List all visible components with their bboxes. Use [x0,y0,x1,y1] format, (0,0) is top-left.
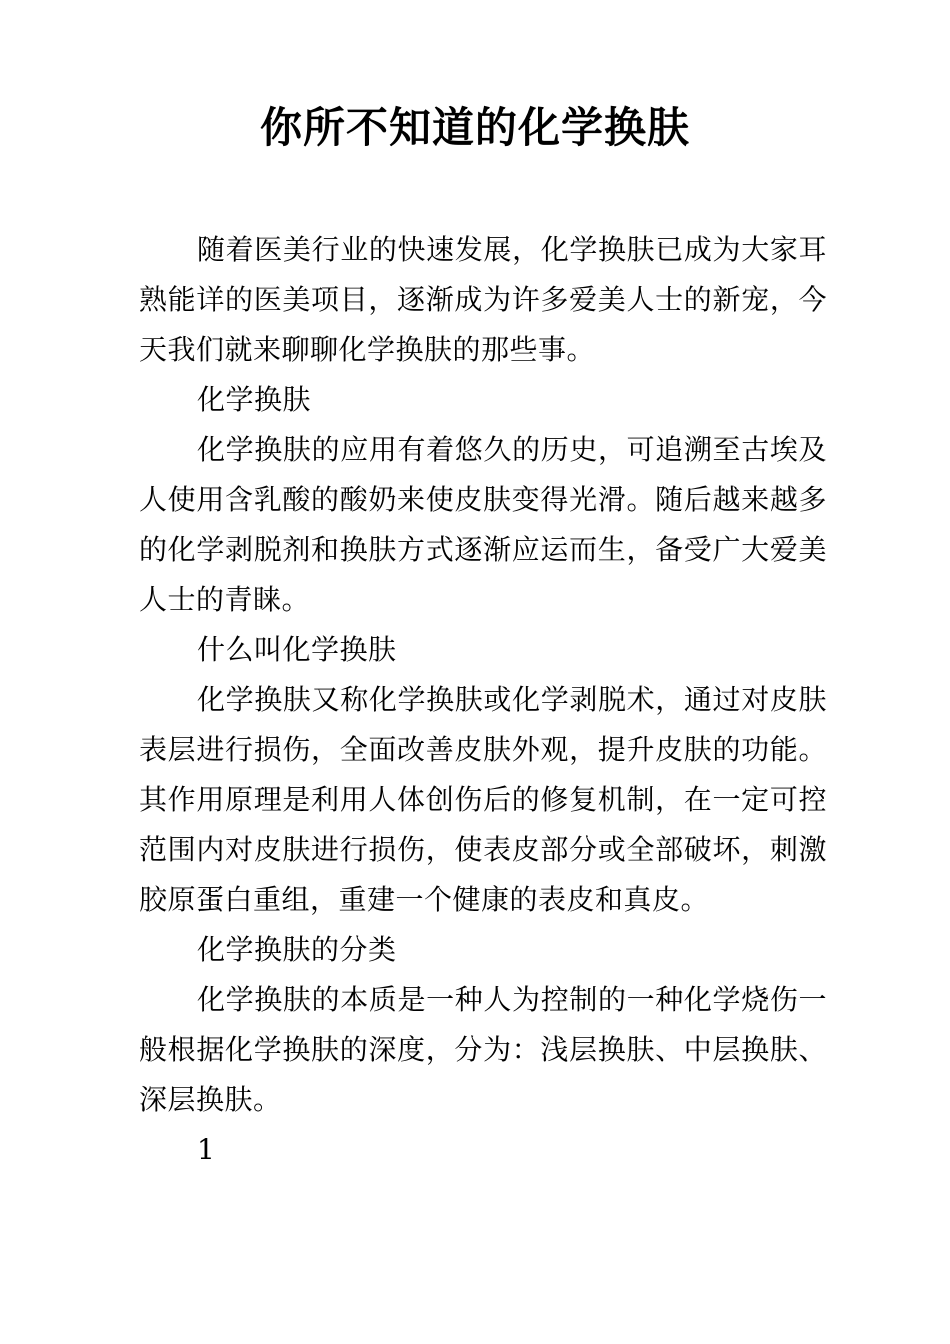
document-body [139,225,827,1175]
document-title: 你所不知道的化学换肤 [259,103,690,152]
paragraph-definition: 化学换肤又称化学换肤或化学剥脱术，通过对皮肤表层进行损伤，全面改善皮肤外观，提升皮肤的功能。其作用原理是利用人体创伤后的修复机制，在一定可控范围内对皮肤进行损伤，使表皮部分或全部破坏，刺激胶原蛋白重组，重建一个健康的表皮和真皮。 [139,683,827,916]
section-heading-definition: 什么叫化学换肤 [197,633,397,666]
paragraph-history: 化学换肤的应用有着悠久的历史，可追溯至古埃及人使用含乳酸的酸奶来使皮肤变得光滑。随后越来越多的化学剥脱剂和换肤方式逐渐应运而生，备受广大爱美人士的青睐。 [139,433,827,616]
section-heading-classification: 化学换肤的分类 [197,933,397,966]
paragraph-classification: 化学换肤的本质是一种人为控制的一种化学烧伤一般根据化学换肤的深度，分为：浅层换肤、中层换肤、深层换肤。 [139,983,827,1116]
section-heading-chemical-peel: 化学换肤 [197,383,312,416]
page-number: 1 [197,1133,216,1166]
paragraph-intro: 随着医美行业的快速发展，化学换肤已成为大家耳熟能详的医美项目，逐渐成为许多爱美人士的新宠，今天我们就来聊聊化学换肤的那些事。 [139,233,827,366]
